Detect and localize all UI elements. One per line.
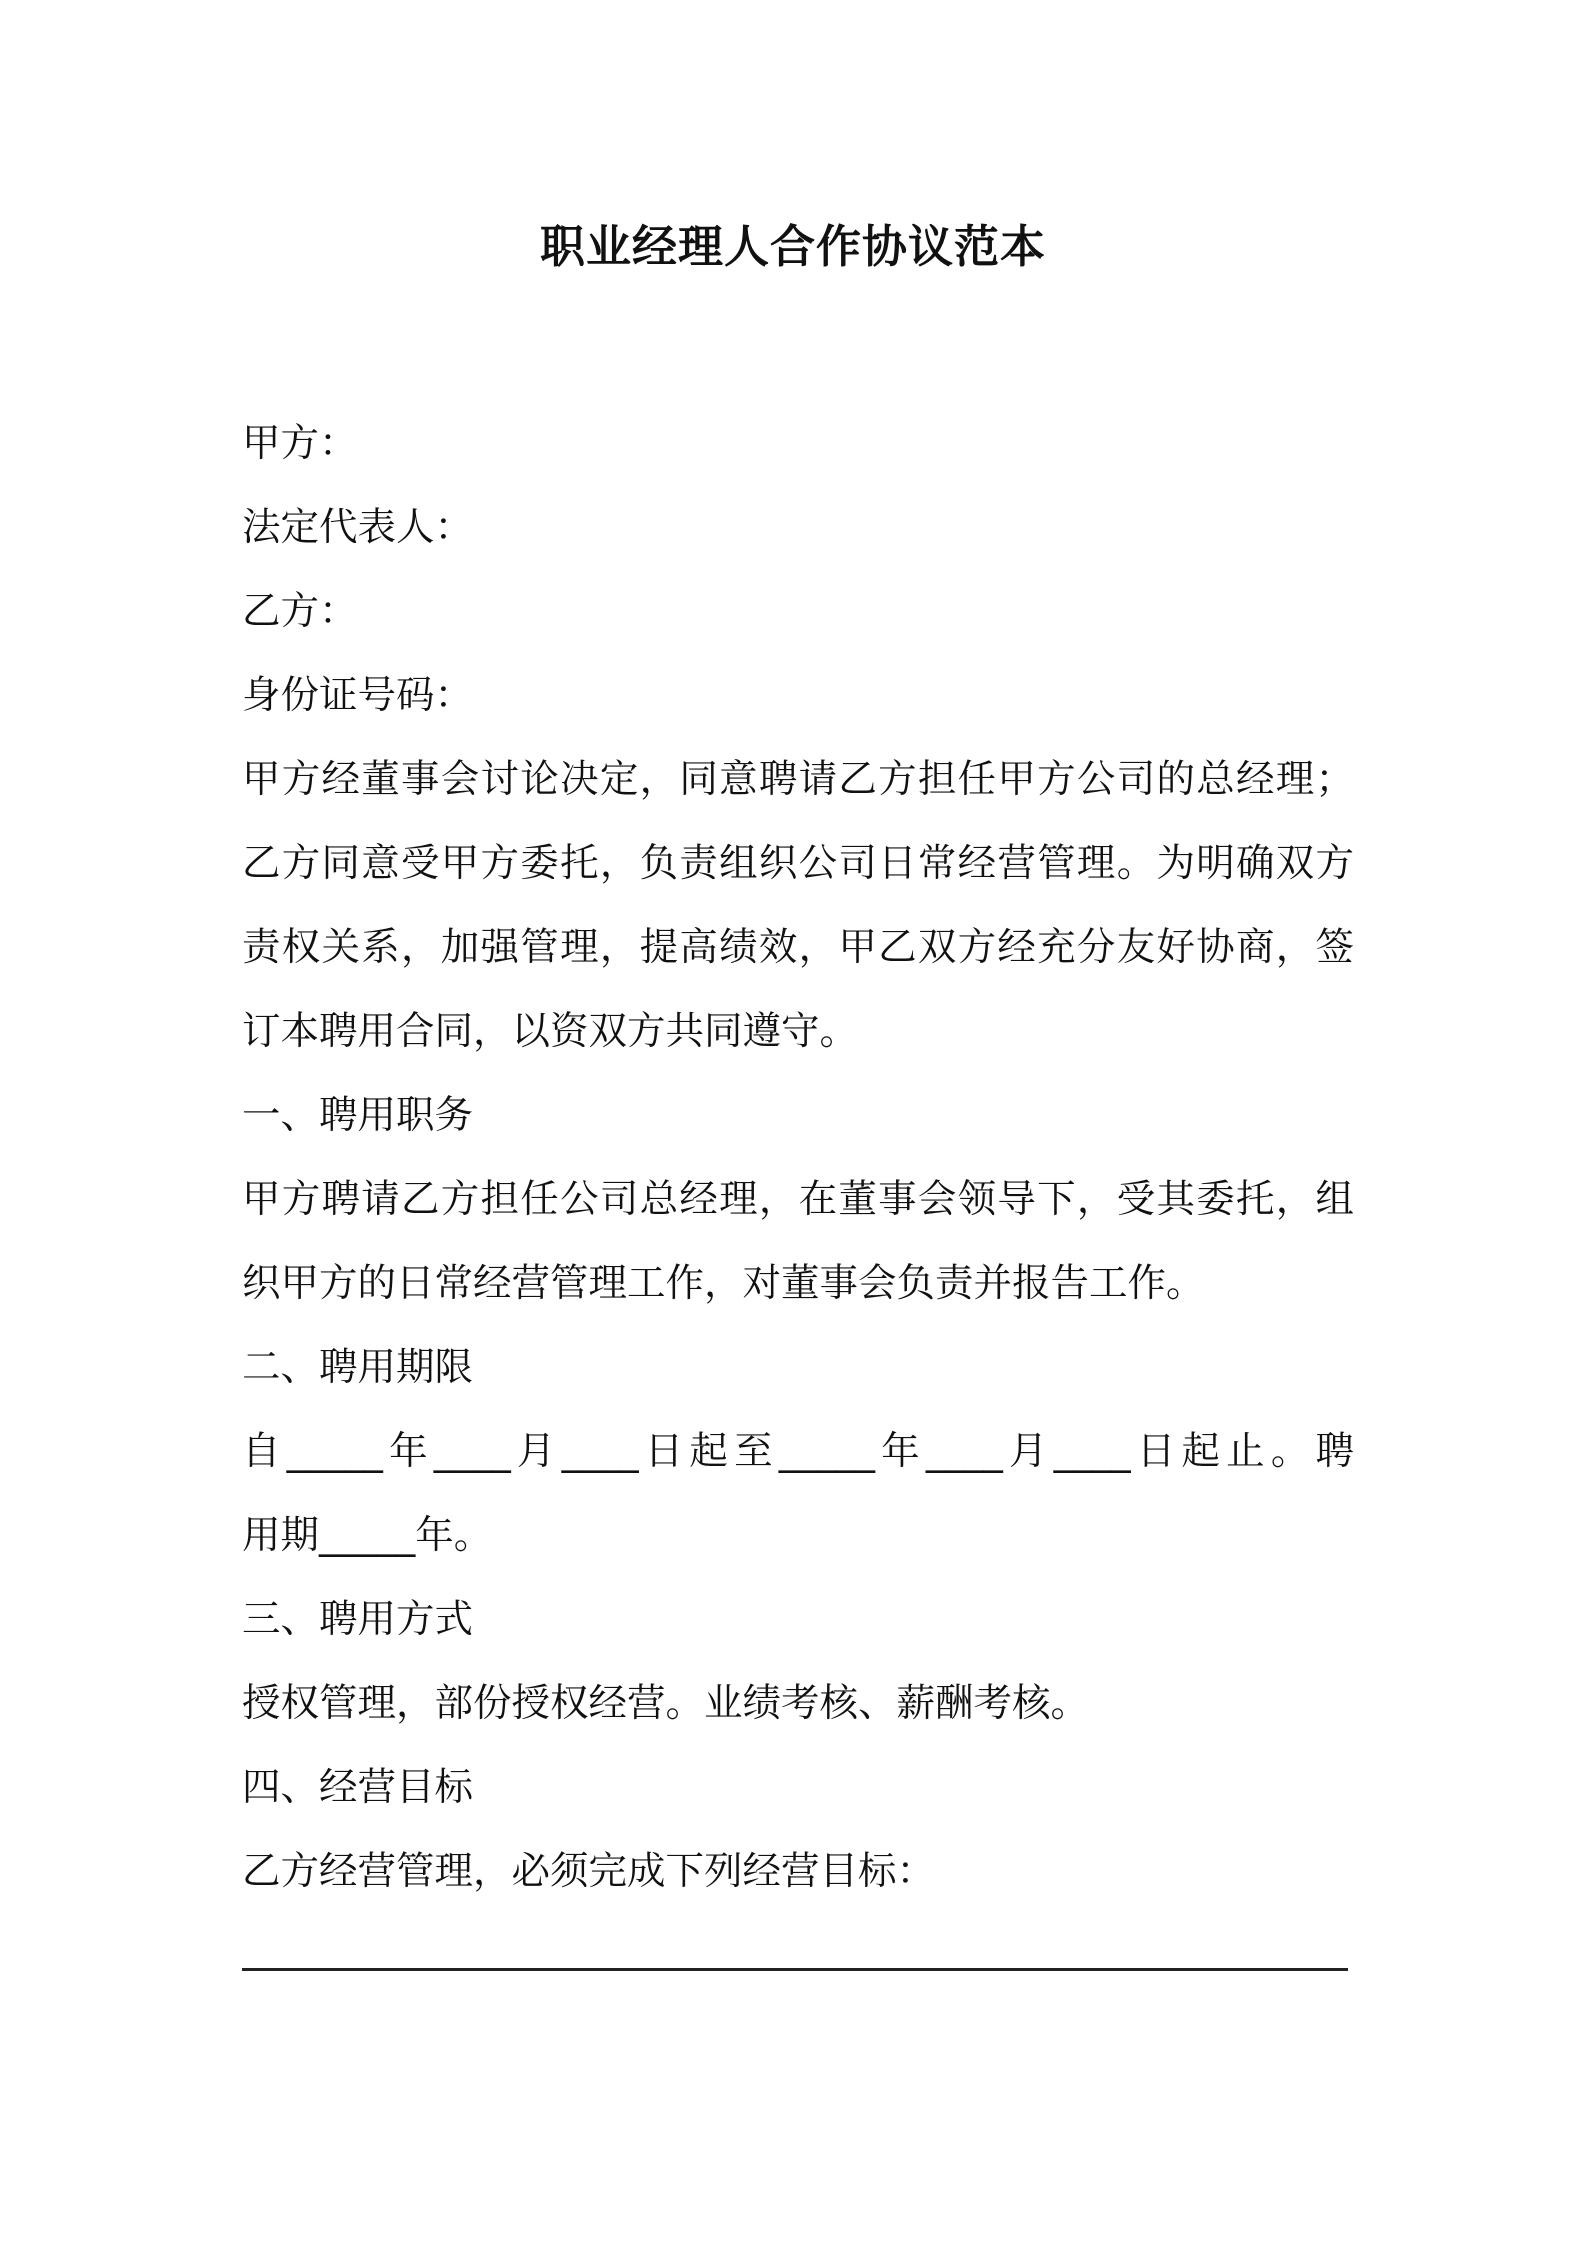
position-paragraph-line: 甲方聘请乙方担任公司总经理，在董事会领导下，受其委托，组 bbox=[242, 1177, 1354, 1222]
preamble-line: 订本聘用合同，以资双方共同遵守。 bbox=[242, 1009, 859, 1054]
document-title: 职业经理人合作协议范本 bbox=[539, 220, 1046, 273]
section-heading-term: 二、聘用期限 bbox=[242, 1345, 474, 1390]
section-heading-method: 三、聘用方式 bbox=[242, 1597, 474, 1642]
section-heading-position: 一、聘用职务 bbox=[242, 1093, 474, 1138]
term-paragraph-line: 用期_____年。 bbox=[242, 1513, 493, 1558]
term-paragraph-line: 自_____年____月____日起至_____年____月____日起止。聘 bbox=[242, 1429, 1354, 1474]
document-body bbox=[242, 402, 1354, 1914]
section-heading-targets: 四、经营目标 bbox=[242, 1765, 474, 1810]
preamble-line: 甲方经董事会讨论决定，同意聘请乙方担任甲方公司的总经理； bbox=[242, 757, 1354, 802]
party-b-field: 乙方： bbox=[242, 589, 358, 634]
method-paragraph-line: 授权管理，部份授权经营。业绩考核、薪酬考核。 bbox=[242, 1681, 1090, 1726]
preamble-line: 责权关系，加强管理，提高绩效，甲乙双方经充分友好协商，签 bbox=[242, 925, 1354, 970]
preamble-line: 乙方同意受甲方委托，负责组织公司日常经营管理。为明确双方 bbox=[242, 841, 1354, 886]
id-number-field: 身份证号码： bbox=[242, 673, 474, 718]
position-paragraph-line: 织甲方的日常经营管理工作，对董事会负责并报告工作。 bbox=[242, 1261, 1205, 1306]
legal-representative-field: 法定代表人： bbox=[242, 505, 474, 550]
targets-paragraph-line: 乙方经营管理，必须完成下列经营目标： bbox=[242, 1849, 936, 1894]
party-a-field: 甲方： bbox=[242, 421, 358, 466]
blank-fill-line bbox=[242, 1968, 1348, 1971]
